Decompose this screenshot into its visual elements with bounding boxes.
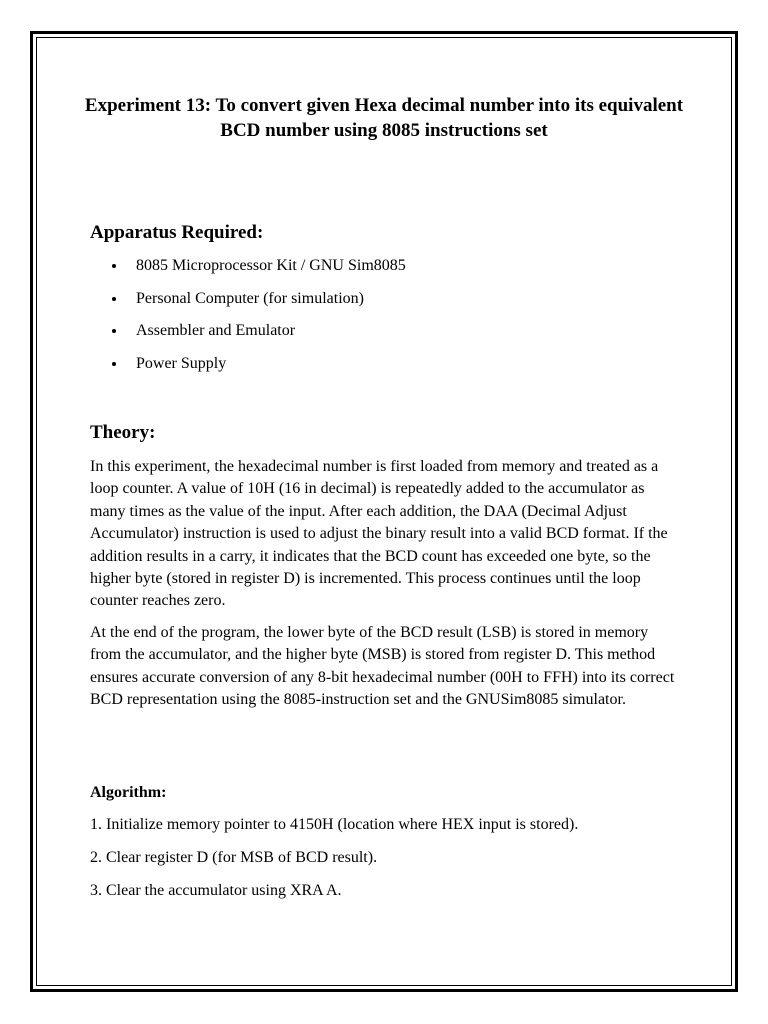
bullet-icon bbox=[112, 297, 116, 301]
bullet-icon bbox=[112, 329, 116, 333]
list-item bbox=[90, 288, 406, 321]
list-item bbox=[90, 353, 406, 386]
experiment-title: Experiment 13: To convert given Hexa decimal number into its equivalent BCD number using 8085 instructions set bbox=[84, 95, 684, 141]
algorithm-step: 3. Clear the accumulator using XRA A. bbox=[90, 882, 342, 899]
apparatus-list bbox=[90, 255, 406, 386]
bullet-icon bbox=[112, 362, 116, 366]
algorithm-heading: Algorithm: bbox=[90, 784, 167, 801]
algorithm-step: 2. Clear register D (for MSB of BCD result). bbox=[90, 849, 378, 866]
apparatus-heading: Apparatus Required: bbox=[90, 222, 264, 243]
algorithm-step: 1. Initialize memory pointer to 4150H (location where HEX input is stored). bbox=[90, 816, 579, 833]
theory-paragraph-1: In this experiment, the hexadecimal number is first loaded from memory and treated as a loop counter. A value of 10H (16 in decimal) is repeatedly added to the accumulator as many times as the value of the input. After each addition, the DAA (Decimal Adjust Accumulator) instruction is used to adjust the binary result into a valid BCD format. If the addition results in a carry, it indicates that the BCD count has exceeded one byte, so the higher byte (stored in register D) is incremented. This process continues until the loop counter reaches zero. bbox=[90, 458, 668, 610]
theory-paragraph-2: At the end of the program, the lower byte of the BCD result (LSB) is stored in memory from the accumulator, and the higher byte (MSB) is stored from register D. This method ensures accurate conversion of any 8-bit hexadecimal number (00H to FFH) into its correct BCD representation using the 8085-instruction set and the GNUSim8085 simulator. bbox=[90, 624, 675, 709]
list-item bbox=[90, 320, 406, 353]
bullet-icon bbox=[112, 264, 116, 268]
list-item-text: Personal Computer (for simulation) bbox=[136, 289, 364, 307]
list-item-text: 8085 Microprocessor Kit / GNU Sim8085 bbox=[136, 257, 406, 274]
theory-heading: Theory: bbox=[90, 422, 156, 443]
list-item bbox=[90, 255, 406, 288]
list-item-text: Assembler and Emulator bbox=[136, 322, 296, 340]
list-item-text: Power Supply bbox=[136, 355, 227, 373]
